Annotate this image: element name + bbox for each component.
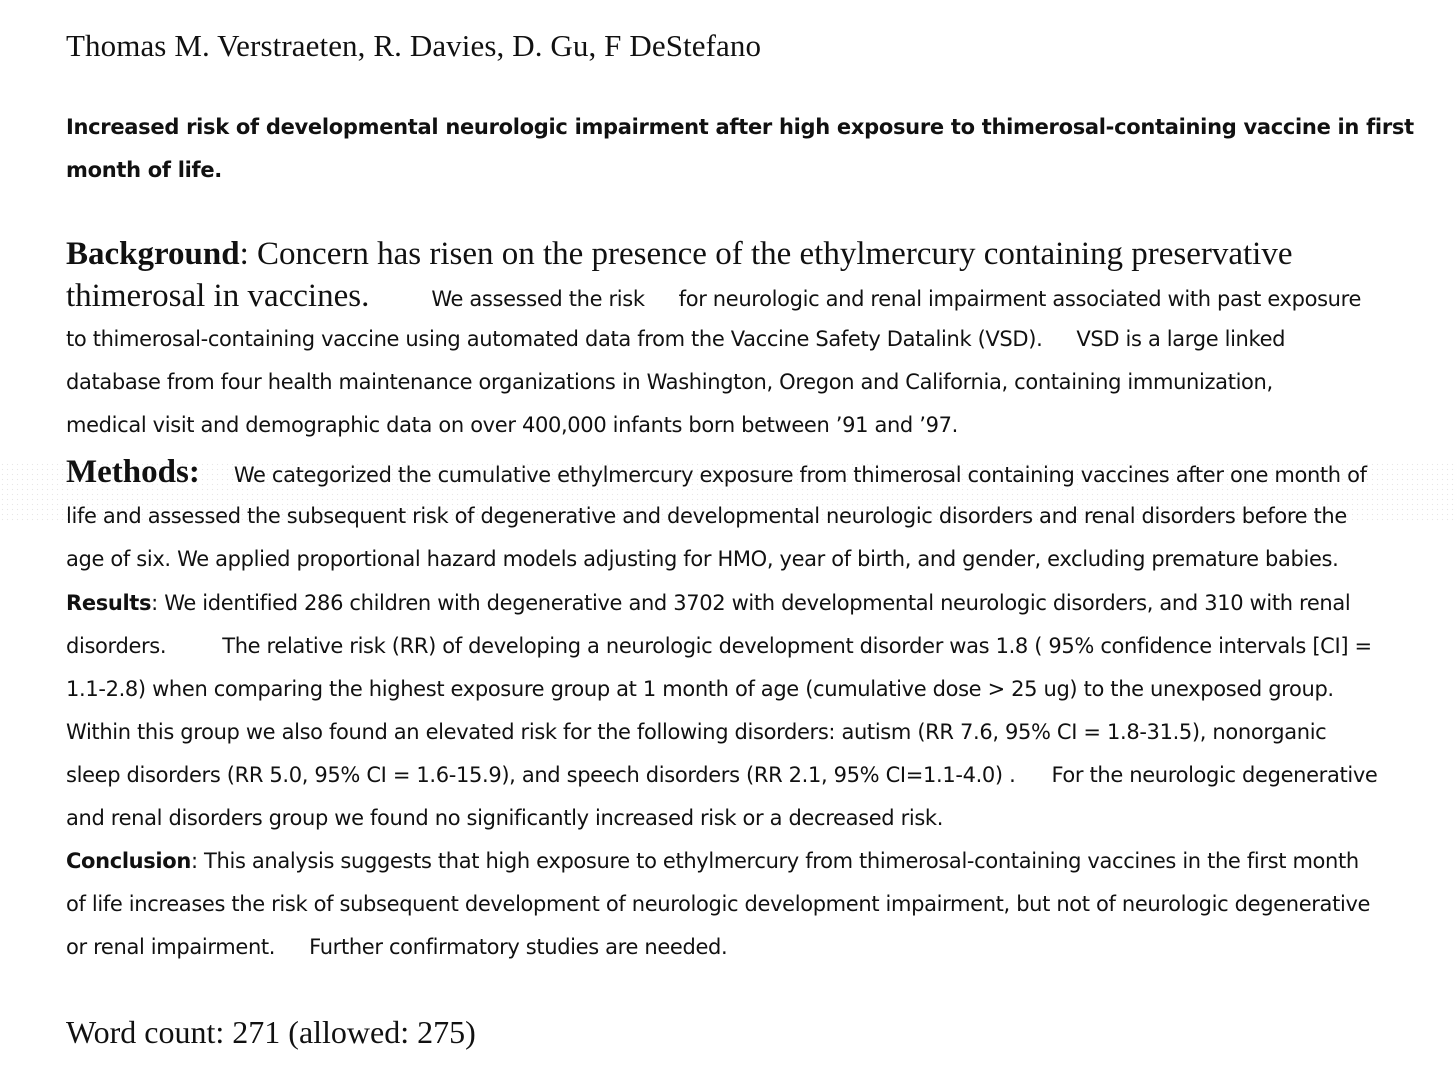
methods-line-3: age of six. We applied proportional hazard models adjusting for HMO, year of birth, and gender, excluding premature babies. [66,547,1339,571]
abstract-title [66,106,1414,192]
authors: Thomas M. Verstraeten, R. Davies, D. Gu, F DeStefano [66,28,762,63]
methods-heading: Methods: [66,454,200,490]
results-line-6: and renal disorders group we found no significantly increased risk or a decreased risk. [66,806,944,830]
methods-section [66,450,1406,581]
results-line-2-b: The relative risk (RR) of developing a neurologic development disorder was 1.8 ( 95% confidence intervals [CI] = [222,634,1372,658]
background-line-2-a: We assessed the risk [431,287,645,311]
conclusion-section [66,840,1406,969]
background-intro: : Concern has risen on the presence of the ethylmercury containing preservative [239,236,1293,272]
background-section [66,275,1406,447]
conclusion-line-3-a: or renal impairment. [66,935,276,959]
background-line-2-serif: thimerosal in vaccines. [66,278,370,314]
results-line-5-b: For the neurologic degenerative [1051,763,1378,787]
background-line-2-b: for neurologic and renal impairment associated with past exposure [678,287,1362,311]
conclusion-heading: Conclusion [66,849,191,873]
results-line-3: 1.1-2.8) when comparing the highest exposure group at 1 month of age (cumulative dose > 25 ug) to the unexposed group. [66,677,1334,701]
title-line-1: Increased risk of developmental neurologic impairment after high exposure to thimerosal-containing vaccine in first [66,115,1414,139]
results-section [66,582,1406,840]
word-count: Word count: 271 (allowed: 275) [66,1014,476,1050]
background-line-3-a: to thimerosal-containing vaccine using automated data from the Vaccine Safety Datalink (VSD). [66,327,1043,351]
results-line-4: Within this group we also found an elevated risk for the following disorders: autism (RR 7.6, 95% CI = 1.8-31.5), nonorganic [66,720,1327,744]
background-line-2 [66,275,1406,318]
results-line-1 [66,582,1406,625]
conclusion-line-3-b: Further confirmatory studies are needed. [309,935,728,959]
title-line-2: month of life. [66,158,222,182]
background-line-4: database from four health maintenance organizations in Washington, Oregon and California, containing immunization, [66,370,1273,394]
results-line-5 [66,754,1406,797]
methods-line-2: life and assessed the subsequent risk of degenerative and developmental neurologic disorders and renal disorders before the [66,504,1347,528]
results-heading: Results [66,591,152,615]
methods-line-1-text: We categorized the cumulative ethylmercury exposure from thimerosal containing vaccines after one month of [233,463,1367,487]
background-line-3 [66,318,1406,361]
conclusion-line-1 [66,840,1406,883]
conclusion-line-1-text: : This analysis suggests that high exposure to ethylmercury from thimerosal-containing vaccines in the first month [190,849,1359,873]
background-line-3-b: VSD is a large linked [1076,327,1286,351]
results-line-2 [66,625,1406,668]
conclusion-line-3 [66,926,1406,969]
conclusion-line-2: of life increases the risk of subsequent development of neurologic development impairment, but not of neurologic degenerative [66,892,1371,916]
background-line-1 [66,230,1292,278]
results-line-1-text: : We identified 286 children with degenerative and 3702 with developmental neurologic disorders, and 310 with renal [151,591,1351,615]
background-line-5: medical visit and demographic data on over 400,000 infants born between ’91 and ’97. [66,413,958,437]
methods-line-1 [66,450,1406,495]
background-heading: Background [66,236,240,272]
results-line-5-a: sleep disorders (RR 5.0, 95% CI = 1.6-15.9), and speech disorders (RR 2.1, 95% CI=1.1-4.0) . [66,763,1016,787]
results-line-2-a: disorders. [66,634,167,658]
